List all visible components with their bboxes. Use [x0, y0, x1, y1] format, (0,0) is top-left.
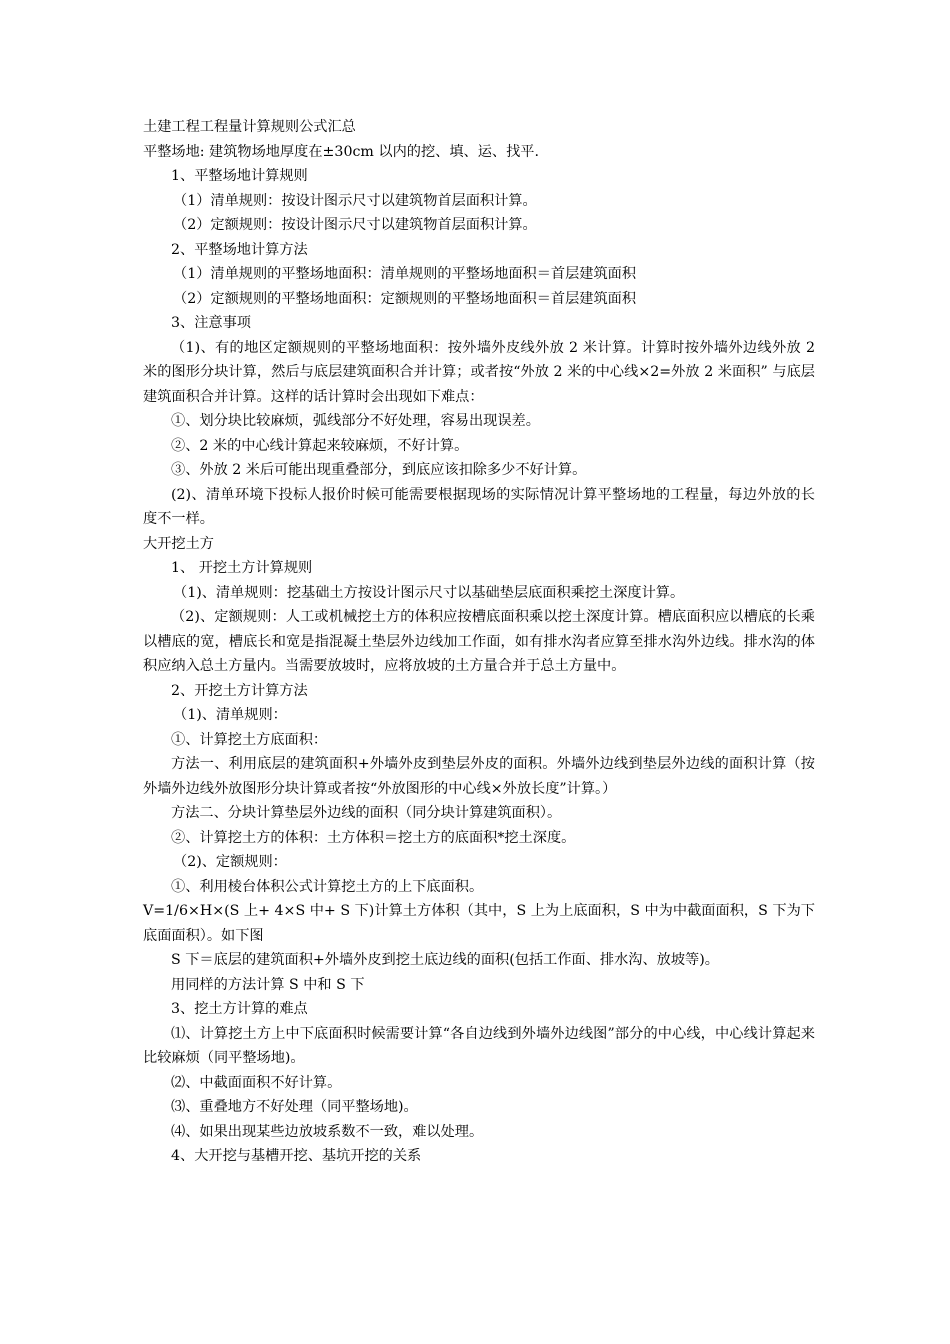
list-item: ②、计算挖土方的体积：土方体积＝挖土方的底面积*挖土深度。	[171, 829, 576, 846]
heading-1: 1、 开挖土方计算规则	[171, 560, 313, 576]
paragraph: （1）清单规则：按设计图示尺寸以建筑物首层面积计算。	[173, 192, 537, 209]
paragraph: (2)、清单环境下投标人报价时候可能需要根据现场的实际情况计算平整场地的工程量，每边外放的长度不一样。	[143, 486, 815, 527]
heading-4: 4、大开挖与基槽开挖、基坑开挖的关系	[171, 1148, 422, 1164]
paragraph: 平整场地: 建筑物场地厚度在±30cm 以内的挖、填、运、找平.	[143, 143, 539, 160]
paragraph: （2)、定额规则：人工或机械挖土方的体积应按槽底面积乘以挖土深度计算。槽底面积应以槽底的长乘以槽底的宽，槽底长和宽是指混凝土垫层外边线加工作面，如有排水沟者应算至排水沟外边线。排水沟的体积应纳入总土方量内。当需要放坡时，应将放坡的土方量合并于总土方量中。	[143, 609, 815, 674]
heading-2: 2、开挖土方计算方法	[171, 682, 308, 699]
paragraph: （2）定额规则的平整场地面积：定额规则的平整场地面积＝首层建筑面积	[173, 290, 637, 307]
paragraph: 方法一、利用底层的建筑面积+外墙外皮到垫层外皮的面积。外墙外边线到垫层外边线的面积计算（按外墙外边线外放图形分块计算或者按“外放图形的中心线×外放长度”计算。）	[143, 756, 815, 797]
paragraph: （1)、清单规则：	[173, 707, 287, 723]
paragraph: 用同样的方法计算 S 中和 S 下	[171, 976, 365, 993]
list-item: ⑴、计算挖土方上中下底面积时候需要计算“各自边线到外墙外边线图”部分的中心线，中心线计算起来比较麻烦（同平整场地)。	[143, 1025, 815, 1066]
heading-3: 3、挖土方计算的难点	[171, 1001, 308, 1017]
list-item: ⑵、中截面面积不好计算。	[171, 1074, 342, 1091]
section-heading: 大开挖土方	[143, 535, 214, 552]
paragraph: （1)、清单规则：挖基础土方按设计图示尺寸以基础垫层底面积乘挖土深度计算。	[173, 584, 685, 601]
paragraph: （2)、定额规则：	[173, 854, 287, 870]
paragraph: S 下＝底层的建筑面积+外墙外皮到挖土底边线的面积(包括工作面、排水沟、放坡等)。	[171, 952, 719, 968]
document-page	[143, 115, 815, 1169]
heading-2: 2、平整场地计算方法	[171, 241, 308, 258]
heading-3: 3、注意事项	[171, 315, 251, 331]
list-item: ①、划分块比较麻烦，弧线部分不好处理，容易出现误差。	[171, 413, 540, 429]
formula-paragraph: V=1/6×H×(S 上+ 4×S 中+ S 下)计算土方体积（其中，S 上为上底面积，S 中为中截面面积，S 下为下底面面积）。如下图	[143, 903, 815, 944]
paragraph: 方法二、分块计算垫层外边线的面积（同分块计算建筑面积）。	[171, 805, 562, 821]
heading-1: 1、平整场地计算规则	[171, 168, 308, 184]
paragraph: （2）定额规则：按设计图示尺寸以建筑物首层面积计算。	[173, 217, 537, 233]
list-item: ①、利用棱台体积公式计算挖土方的上下底面积。	[171, 878, 484, 895]
paragraph: （1）清单规则的平整场地面积：清单规则的平整场地面积＝首层建筑面积	[173, 266, 637, 282]
document-title: 土建工程工程量计算规则公式汇总	[143, 119, 356, 135]
list-item: ⑷、如果出现某些边放坡系数不一致，难以处理。	[171, 1123, 484, 1140]
list-item: ①、计算挖土方底面积：	[171, 731, 328, 748]
paragraph: （1)、有的地区定额规则的平整场地面积：按外墙外皮线外放 2 米计算。计算时按外墙外边线外放 2 米的图形分块计算，然后与底层建筑面积合并计算；或者按“外放 2 米的中心线×2=外放 2 米面积” 与底层建筑面积合并计算。这样的话计算时会出现如下难点：	[143, 339, 815, 405]
list-item: ③、外放 2 米后可能出现重叠部分，到底应该扣除多少不好计算。	[171, 462, 587, 478]
list-item: ②、2 米的中心线计算起来较麻烦，不好计算。	[171, 437, 469, 454]
list-item: ⑶、重叠地方不好处理（同平整场地)。	[171, 1099, 418, 1115]
